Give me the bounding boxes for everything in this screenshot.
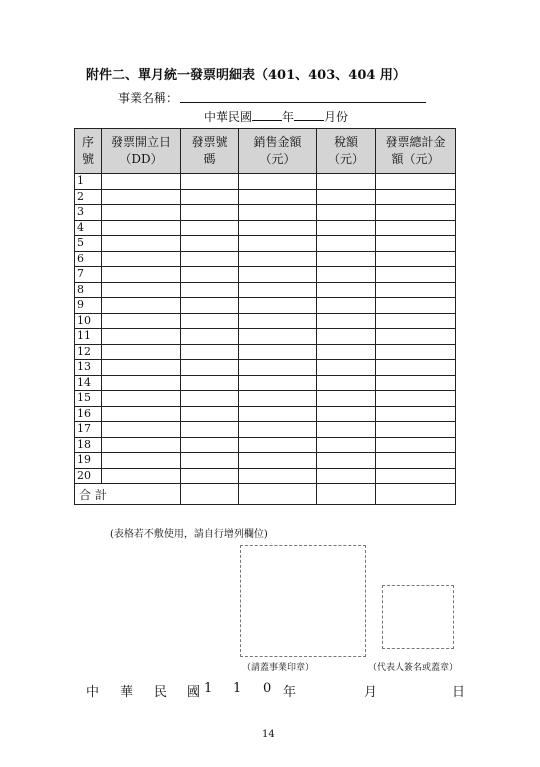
table-cell[interactable] <box>181 468 239 484</box>
row-number: 4 <box>75 220 102 236</box>
row-number: 17 <box>75 422 102 438</box>
row-number: 16 <box>75 406 102 422</box>
header-issue-date: 發票開立日 （DD） <box>102 129 181 174</box>
row-number: 2 <box>75 189 102 205</box>
table-cell[interactable] <box>376 344 456 360</box>
table-cell[interactable] <box>317 375 376 391</box>
table-row <box>75 205 456 221</box>
table-cell[interactable] <box>181 453 239 469</box>
table-cell[interactable] <box>376 468 456 484</box>
header-total: 發票總計金 額（元） <box>376 129 456 174</box>
table-cell[interactable] <box>181 267 239 283</box>
table-cell[interactable] <box>376 375 456 391</box>
row-number: 1 <box>75 174 102 190</box>
row-number: 19 <box>75 453 102 469</box>
table-cell[interactable] <box>317 422 376 438</box>
table-cell[interactable] <box>376 453 456 469</box>
table-cell[interactable] <box>181 344 239 360</box>
table-row <box>75 375 456 391</box>
table-cell[interactable] <box>376 298 456 314</box>
table-cell[interactable] <box>376 236 456 252</box>
table-cell[interactable] <box>239 453 317 469</box>
table-cell[interactable] <box>181 189 239 205</box>
table-cell[interactable] <box>376 220 456 236</box>
table-row <box>75 422 456 438</box>
table-cell[interactable] <box>317 406 376 422</box>
table-cell[interactable] <box>376 313 456 329</box>
table-cell[interactable] <box>102 375 181 391</box>
page-number: 14 <box>262 729 275 740</box>
table-cell[interactable] <box>239 422 317 438</box>
table-cell[interactable] <box>181 422 239 438</box>
table-cell[interactable] <box>376 406 456 422</box>
table-cell[interactable] <box>239 468 317 484</box>
table-cell[interactable] <box>317 282 376 298</box>
table-cell[interactable] <box>239 189 317 205</box>
table-cell[interactable] <box>239 313 317 329</box>
table-cell[interactable] <box>102 236 181 252</box>
table-cell[interactable] <box>102 282 181 298</box>
table-cell[interactable] <box>181 236 239 252</box>
form-title: 附件二、單月統一發票明細表（401、403、404 用） <box>86 68 406 83</box>
table-cell[interactable] <box>239 391 317 407</box>
table-cell[interactable] <box>181 313 239 329</box>
table-cell[interactable] <box>239 282 317 298</box>
table-cell[interactable] <box>239 267 317 283</box>
table-row <box>75 174 456 190</box>
table-cell[interactable] <box>317 468 376 484</box>
table-row <box>75 298 456 314</box>
table-cell[interactable] <box>317 391 376 407</box>
table-cell[interactable] <box>317 453 376 469</box>
table-cell[interactable] <box>102 406 181 422</box>
table-cell[interactable] <box>102 391 181 407</box>
row-number: 13 <box>75 360 102 376</box>
row-number: 20 <box>75 468 102 484</box>
table-cell[interactable] <box>317 360 376 376</box>
period-year: 年 <box>282 110 295 124</box>
row-number: 6 <box>75 251 102 267</box>
header-seq: 序 號 <box>75 129 102 174</box>
roc-char: 中 <box>86 685 100 700</box>
table-row <box>75 282 456 298</box>
table-cell[interactable] <box>376 282 456 298</box>
table-cell[interactable] <box>102 313 181 329</box>
table-cell[interactable] <box>317 220 376 236</box>
row-number: 5 <box>75 236 102 252</box>
table-row <box>75 453 456 469</box>
table-cell[interactable] <box>102 174 181 190</box>
table-cell[interactable] <box>102 220 181 236</box>
table-cell[interactable] <box>102 422 181 438</box>
table-cell[interactable] <box>102 453 181 469</box>
representative-stamp-label: （代表人簽名或蓋章） <box>368 663 459 673</box>
table-cell[interactable] <box>239 360 317 376</box>
table-row <box>75 360 456 376</box>
month-unit: 月 <box>364 685 378 700</box>
table-cell[interactable] <box>239 298 317 314</box>
table-cell[interactable] <box>181 375 239 391</box>
row-number: 11 <box>75 329 102 345</box>
period-month: 月份 <box>324 110 349 124</box>
table-row <box>75 251 456 267</box>
roc-char: 華 <box>120 685 134 700</box>
table-cell[interactable] <box>376 251 456 267</box>
table-cell[interactable] <box>239 220 317 236</box>
invoice-table <box>74 128 456 505</box>
year-digit: 1 <box>233 681 242 696</box>
table-cell[interactable] <box>376 437 456 453</box>
row-number: 15 <box>75 391 102 407</box>
table-cell[interactable] <box>376 360 456 376</box>
table-cell[interactable] <box>239 375 317 391</box>
table-cell[interactable] <box>376 329 456 345</box>
date-row <box>86 681 466 700</box>
table-cell[interactable] <box>317 189 376 205</box>
table-cell[interactable] <box>181 437 239 453</box>
table-row <box>75 267 456 283</box>
total-cell[interactable] <box>376 484 456 505</box>
table-cell[interactable] <box>376 174 456 190</box>
total-cell[interactable] <box>239 484 317 505</box>
business-name-field[interactable] <box>180 102 426 103</box>
total-row <box>75 484 456 505</box>
row-number: 18 <box>75 437 102 453</box>
table-cell[interactable] <box>317 236 376 252</box>
table-cell[interactable] <box>317 329 376 345</box>
table-cell[interactable] <box>181 406 239 422</box>
header-invoice-number: 發票號 碼 <box>181 129 239 174</box>
roc-char: 國 <box>187 685 201 700</box>
table-cell[interactable] <box>181 329 239 345</box>
table-cell[interactable] <box>239 406 317 422</box>
table-cell[interactable] <box>239 329 317 345</box>
table-cell[interactable] <box>102 344 181 360</box>
table-cell[interactable] <box>102 329 181 345</box>
month-blank[interactable] <box>294 108 324 121</box>
table-cell[interactable] <box>181 360 239 376</box>
year-unit: 年 <box>283 685 297 700</box>
table-cell[interactable] <box>376 422 456 438</box>
row-number: 12 <box>75 344 102 360</box>
table-cell[interactable] <box>376 205 456 221</box>
total-cell[interactable] <box>317 484 376 505</box>
table-cell[interactable] <box>181 391 239 407</box>
period-line <box>204 108 348 125</box>
table-cell[interactable] <box>317 205 376 221</box>
table-cell[interactable] <box>317 267 376 283</box>
table-cell[interactable] <box>239 344 317 360</box>
roc-char: 民 <box>154 685 168 700</box>
year-blank[interactable] <box>252 108 282 121</box>
table-cell[interactable] <box>102 251 181 267</box>
table-cell[interactable] <box>376 267 456 283</box>
table-cell[interactable] <box>239 251 317 267</box>
table-cell[interactable] <box>181 282 239 298</box>
table-cell[interactable] <box>102 468 181 484</box>
day-unit: 日 <box>452 685 466 700</box>
table-row <box>75 406 456 422</box>
table-cell[interactable] <box>181 220 239 236</box>
table-row <box>75 313 456 329</box>
table-cell[interactable] <box>239 174 317 190</box>
table-cell[interactable] <box>102 437 181 453</box>
table-row <box>75 220 456 236</box>
year-digit: 0 <box>263 681 272 696</box>
table-cell[interactable] <box>239 236 317 252</box>
table-cell[interactable] <box>317 174 376 190</box>
table-row <box>75 236 456 252</box>
table-cell[interactable] <box>317 313 376 329</box>
table-row <box>75 468 456 484</box>
row-number: 14 <box>75 375 102 391</box>
table-cell[interactable] <box>376 189 456 205</box>
company-stamp-label: （請蓋事業印章） <box>242 663 315 673</box>
table-cell[interactable] <box>102 267 181 283</box>
header-tax: 稅額 （元） <box>317 129 376 174</box>
table-note: (表格若不敷使用，請自行增列欄位) <box>110 529 268 540</box>
table-cell[interactable] <box>317 437 376 453</box>
total-label: 合計 <box>75 484 181 505</box>
table-row <box>75 189 456 205</box>
table-cell[interactable] <box>181 205 239 221</box>
table-cell[interactable] <box>181 298 239 314</box>
table-cell[interactable] <box>376 391 456 407</box>
row-number: 3 <box>75 205 102 221</box>
header-sales-amount: 銷售金額 （元） <box>239 129 317 174</box>
representative-stamp-box[interactable] <box>382 585 454 649</box>
table-cell[interactable] <box>317 298 376 314</box>
table-cell[interactable] <box>102 360 181 376</box>
table-cell[interactable] <box>239 437 317 453</box>
table-row <box>75 329 456 345</box>
period-prefix: 中華民國 <box>204 110 253 124</box>
table-cell[interactable] <box>102 298 181 314</box>
table-cell[interactable] <box>181 251 239 267</box>
total-cell[interactable] <box>181 484 239 505</box>
table-cell[interactable] <box>181 174 239 190</box>
header-row <box>75 129 456 174</box>
table-cell[interactable] <box>102 205 181 221</box>
table-row <box>75 391 456 407</box>
row-number: 9 <box>75 298 102 314</box>
table-cell[interactable] <box>239 205 317 221</box>
row-number: 8 <box>75 282 102 298</box>
row-number: 7 <box>75 267 102 283</box>
row-number: 10 <box>75 313 102 329</box>
business-name-label: 事業名稱： <box>118 91 179 105</box>
table-row <box>75 437 456 453</box>
company-stamp-box[interactable] <box>240 545 366 657</box>
table-cell[interactable] <box>317 251 376 267</box>
year-digit: 1 <box>204 681 213 696</box>
table-cell[interactable] <box>317 344 376 360</box>
table-row <box>75 344 456 360</box>
table-cell[interactable] <box>102 189 181 205</box>
